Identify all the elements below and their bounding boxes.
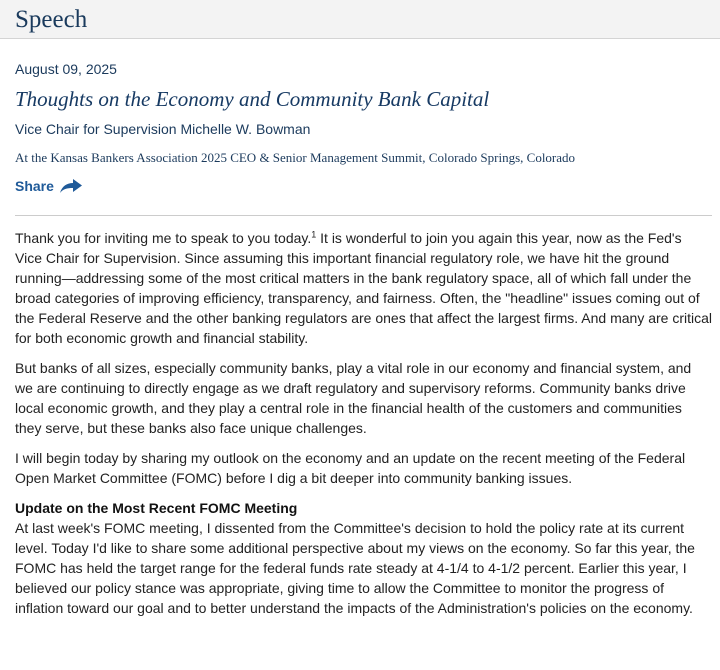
speech-date: August 09, 2025: [15, 61, 117, 77]
speech-title: Thoughts on the Economy and Community Bank Capital: [15, 87, 490, 111]
speech-venue: At the Kansas Bankers Association 2025 CEO & Senior Management Summit, Colorado Springs, Colorado: [15, 150, 576, 165]
divider: [15, 215, 712, 216]
speech-content: [0, 60, 720, 618]
paragraph-4: At last week's FOMC meeting, I dissented from the Committee's decision to hold the policy rate at its current level. Today I'd like to share some additional perspective about my views on the economy. So far this year, the FOMC has held the target range for the federal funds rate steady at 4-1/4 to 4-1/2 percent. Earlier this year, I believed our policy stance was appropriate, giving time to allow the Committee to monitor the progress of inflation toward our goal and to better understand the impacts of the Administration's policies on the economy.: [15, 520, 695, 616]
share-arrow-icon: [59, 178, 83, 194]
footnote-link-1[interactable]: 1: [311, 229, 317, 240]
paragraph-3: I will begin today by sharing my outlook on the economy and an update on the recent meeting of the Federal Open Market Committee (FOMC) before I dig a bit deeper into community banking issues.: [15, 450, 686, 486]
paragraph-2: But banks of all sizes, especially community banks, play a vital role in our economy and financial system, and we are continuing to directly engage as we draft regulatory and supervisory reforms. Community banks drive local economic growth, and they play a central role in the financial health of the customers and communities they serve, but these banks also face unique challenges.: [15, 360, 692, 436]
share-button[interactable]: [15, 176, 712, 196]
paragraph-1-lead: Thank you for inviting me to speak to you today.: [15, 230, 312, 246]
section-heading-fomc: Update on the Most Recent FOMC Meeting: [15, 500, 298, 516]
paragraph-1: [15, 228, 712, 348]
section-header: [0, 0, 720, 39]
section-title: Speech: [15, 6, 88, 33]
speaker-name: Vice Chair for Supervision Michelle W. Bowman: [15, 121, 311, 137]
paragraph-1-rest: It is wonderful to join you again this year, now as the Fed's Vice Chair for Supervision. Since assuming this important financial regulatory role, we have hit the ground running—addressing some of the most critical matters in the bank regulatory space, all of which fall under the broad categories of improving efficiency, transparency, and fairness. Often, the "headline" issues coming out of the Federal Reserve and the other banking regulators are ones that affect the largest firms. And many are critical for both economic growth and financial stability.: [15, 230, 713, 346]
share-label: Share: [15, 178, 54, 194]
speech-body: [15, 228, 712, 618]
